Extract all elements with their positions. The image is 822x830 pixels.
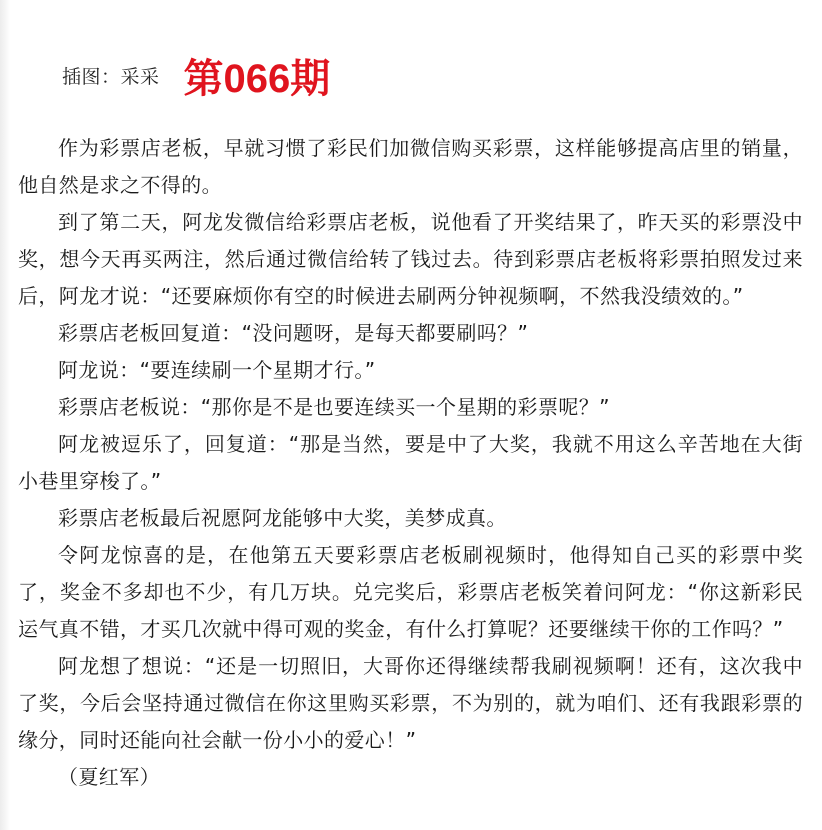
story-paragraph: 彩票店老板最后祝愿阿龙能够中大奖，美梦成真。 (58, 506, 507, 530)
story-paragraph: 到了第二天，阿龙发微信给彩票店老板，说他看了开奖结果了，昨天买的彩票没中奖，想今天再买两注，然后通过微信给转了钱过去。待到彩票店老板将彩票拍照发过来后，阿龙才说：“还要麻烦你有空的时候进去刷两分钟视频啊，不然我没绩效的。” (18, 210, 803, 308)
story-body (18, 130, 803, 796)
story-paragraph: 阿龙说：“要连续刷一个星期才行。” (58, 358, 376, 382)
story-paragraph: 阿龙被逗乐了，回复道：“那是当然，要是中了大奖，我就不用这么辛苦地在大街小巷里穿梭了。” (18, 432, 803, 493)
issue-number: 第066期 (183, 56, 331, 101)
story-paragraph: 彩票店老板说：“那你是不是也要连续买一个星期的彩票呢？” (58, 395, 610, 419)
story-paragraph: 令阿龙惊喜的是，在他第五天要彩票店老板刷视频时，他得知自己买的彩票中奖了，奖金不多却也不少，有几万块。兑完奖后，彩票店老板笑着问阿龙：“你这新彩民运气真不错，才买几次就中得可观的奖金，有什么打算呢？还要继续干你的工作吗？” (18, 543, 803, 641)
story-paragraph: 阿龙想了想说：“还是一切照旧，大哥你还得继续帮我刷视频啊！还有，这次我中了奖，今后会坚持通过微信在你这里购买彩票，不为别的，就为咱们、还有我跟彩票的缘分，同时还能向社会献一份小小的爱心！” (18, 654, 803, 752)
story-paragraph: 彩票店老板回复道：“没问题呀，是每天都要刷吗？” (58, 321, 529, 345)
illustrator-credit: 插图：采采 (62, 65, 160, 88)
story-paragraph: 作为彩票店老板，早就习惯了彩民们加微信购买彩票，这样能够提高店里的销量，他自然是求之不得的。 (18, 136, 803, 197)
article-header (62, 50, 330, 100)
author-signature: （夏红军） (58, 765, 160, 789)
